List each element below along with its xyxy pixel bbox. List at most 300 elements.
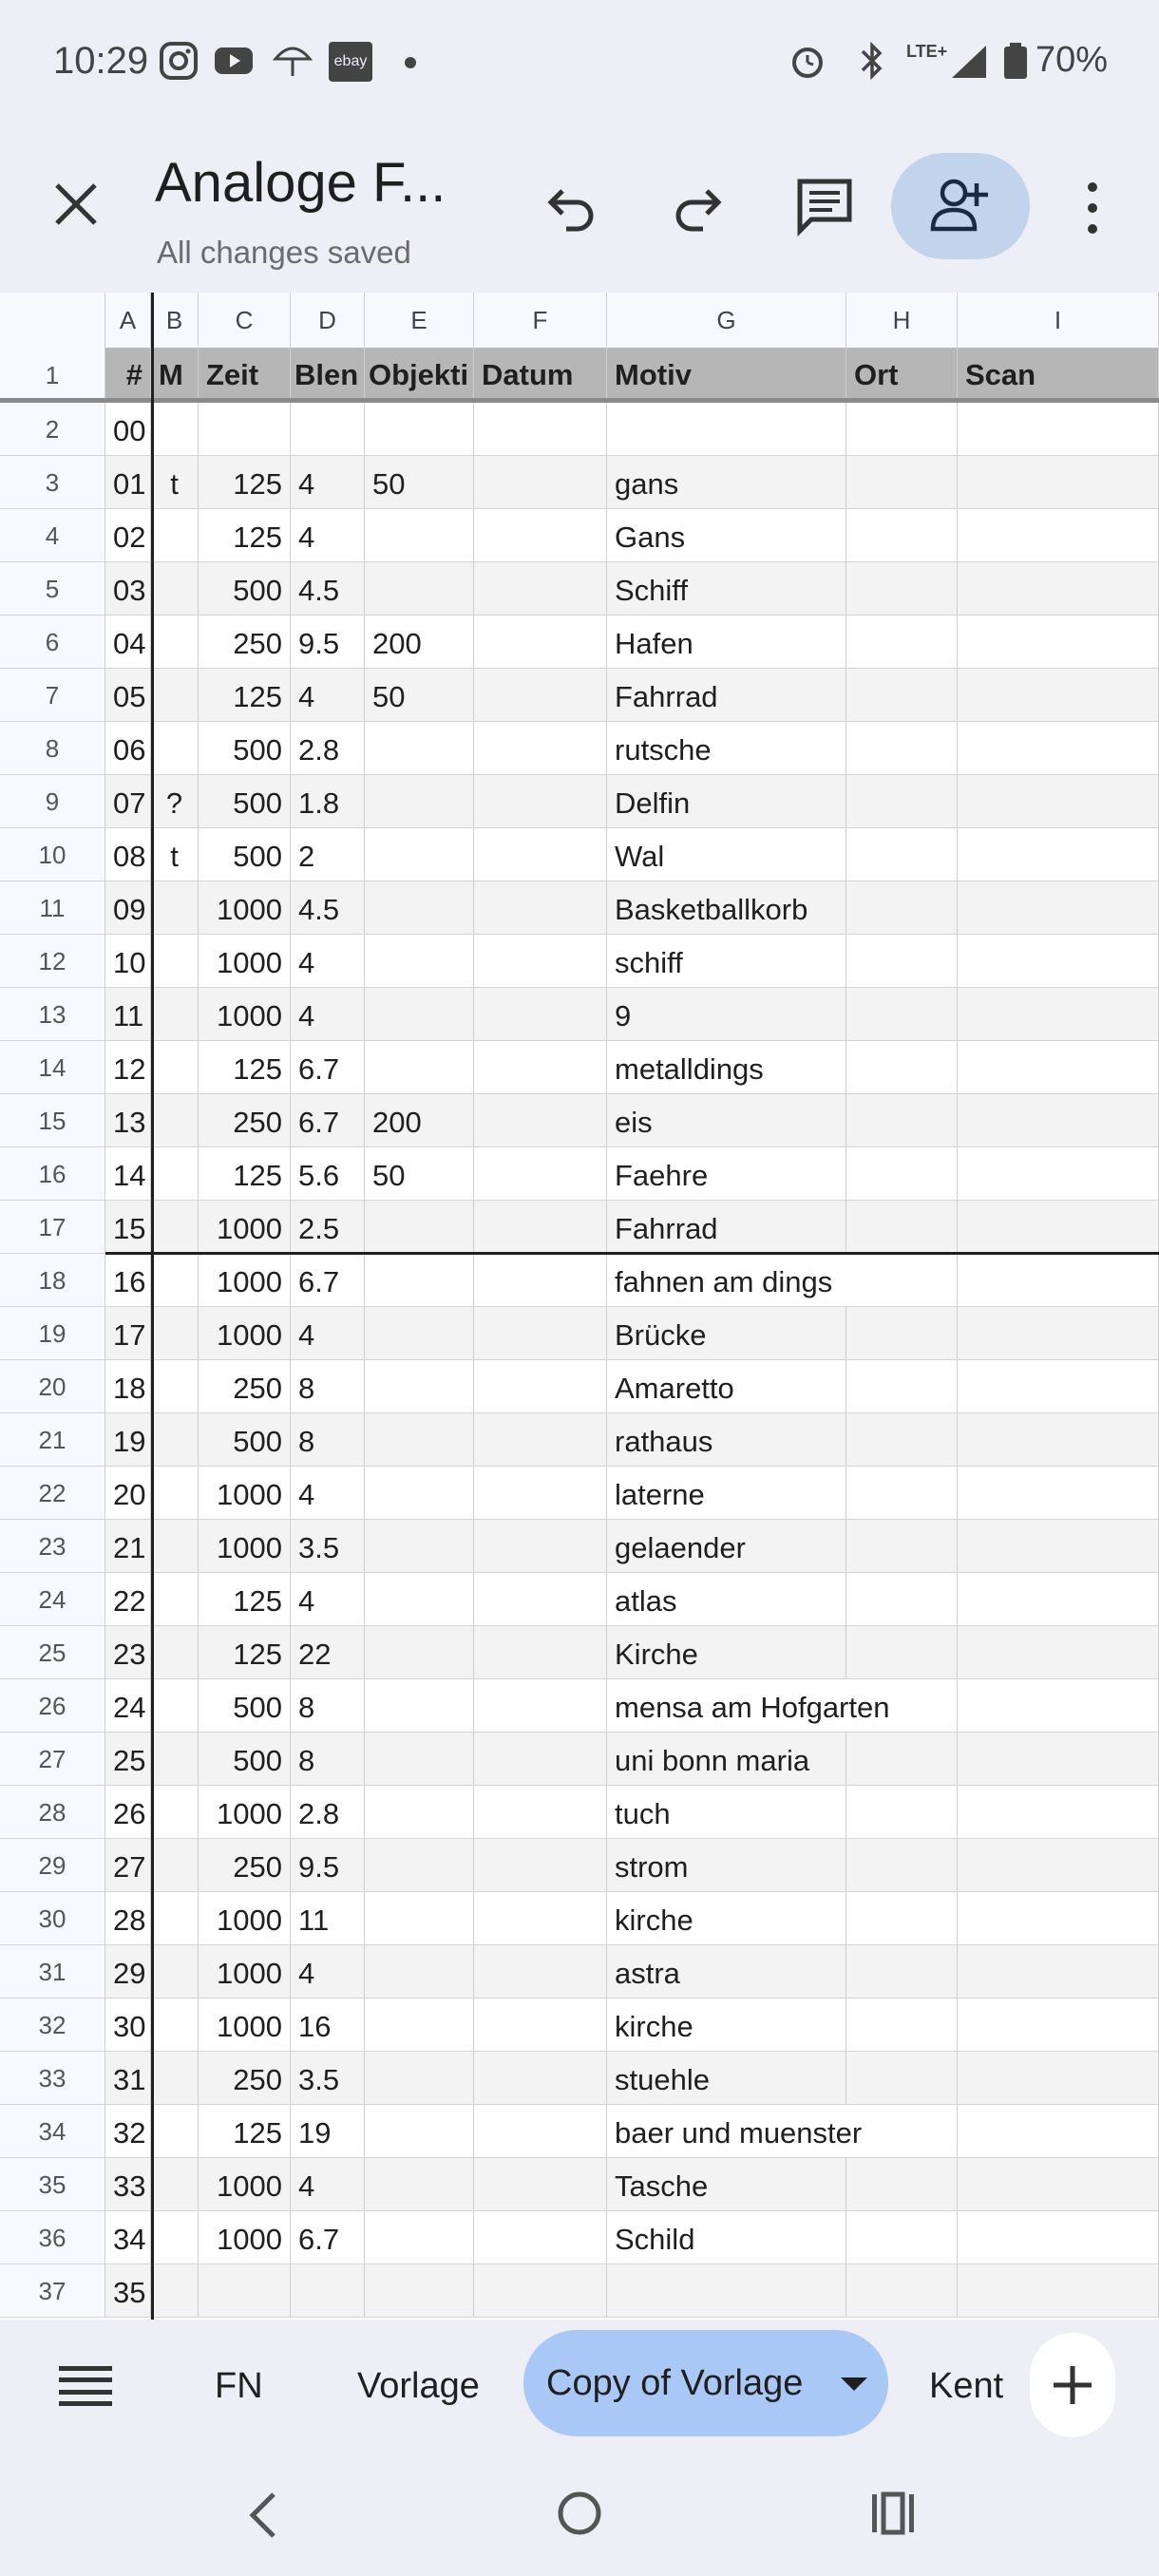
cell-c[interactable]: 500 [199, 775, 291, 827]
row-number[interactable]: 34 [0, 2105, 105, 2157]
cell-c[interactable]: 1000 [199, 1945, 291, 1998]
cell-h[interactable] [846, 2264, 958, 2317]
cell-d[interactable]: 4 [291, 669, 365, 721]
cell-b[interactable] [151, 1626, 199, 1678]
cell-b[interactable]: t [151, 456, 199, 508]
cell-f[interactable] [474, 1520, 607, 1572]
cell-f[interactable] [474, 2264, 607, 2317]
cell-c[interactable]: 1000 [199, 2158, 291, 2210]
table-row[interactable] [0, 403, 1159, 456]
row-number[interactable]: 37 [0, 2264, 105, 2317]
cell-g[interactable] [607, 403, 846, 455]
cell-e[interactable] [365, 1679, 474, 1732]
header-cell[interactable]: Scan [958, 348, 1159, 398]
cell-a[interactable]: 33 [105, 2158, 151, 2210]
cell-b[interactable] [151, 509, 199, 561]
cell-i[interactable] [958, 1998, 1159, 2051]
cell-d[interactable]: 16 [291, 1998, 365, 2051]
row-number[interactable]: 19 [0, 1307, 105, 1359]
table-row[interactable] [0, 722, 1159, 775]
cell-b[interactable] [151, 988, 199, 1040]
cell-i[interactable] [958, 1201, 1159, 1253]
column-header-h[interactable]: H [846, 293, 958, 348]
cell-d[interactable]: 4 [291, 1945, 365, 1998]
cell-g[interactable]: tuch [607, 1786, 846, 1838]
cell-c[interactable]: 500 [199, 1679, 291, 1732]
cell-c[interactable]: 250 [199, 1839, 291, 1891]
row-number[interactable]: 12 [0, 935, 105, 987]
row-number[interactable]: 24 [0, 1573, 105, 1625]
cell-g[interactable]: Hafen [607, 616, 846, 668]
cell-h[interactable] [846, 1892, 958, 1944]
cell-g[interactable]: eis [607, 1094, 846, 1146]
cell-i[interactable] [958, 669, 1159, 721]
cell-g[interactable]: Brücke [607, 1307, 846, 1359]
cell-g[interactable]: uni bonn maria [607, 1733, 846, 1785]
cell-h[interactable] [846, 1413, 958, 1466]
cell-d[interactable]: 11 [291, 1892, 365, 1944]
cell-a[interactable]: 07 [105, 775, 151, 827]
cell-f[interactable] [474, 988, 607, 1040]
cell-d[interactable]: 4 [291, 935, 365, 987]
cell-i[interactable] [958, 562, 1159, 615]
cell-h[interactable] [846, 1467, 958, 1519]
cell-c[interactable]: 125 [199, 456, 291, 508]
cell-b[interactable] [151, 1307, 199, 1359]
cell-d[interactable]: 2.5 [291, 1201, 365, 1253]
header-cell[interactable]: Datum [474, 348, 607, 398]
cell-a[interactable]: 32 [105, 2105, 151, 2157]
cell-c[interactable]: 250 [199, 1094, 291, 1146]
add-sheet-button[interactable] [1030, 2333, 1115, 2437]
cell-d[interactable]: 3.5 [291, 2052, 365, 2104]
cell-c[interactable]: 1000 [199, 881, 291, 934]
more-options-icon[interactable] [1074, 178, 1112, 238]
share-button[interactable] [891, 153, 1030, 259]
cell-b[interactable] [151, 1360, 199, 1412]
cell-i[interactable] [958, 616, 1159, 668]
table-row[interactable] [0, 1041, 1159, 1094]
cell-b[interactable] [151, 1679, 199, 1732]
cell-e[interactable] [365, 1041, 474, 1093]
cell-c[interactable]: 125 [199, 1573, 291, 1625]
cell-d[interactable]: 9.5 [291, 1839, 365, 1891]
header-cell[interactable]: Blen [291, 348, 365, 398]
cell-a[interactable]: 06 [105, 722, 151, 774]
cell-a[interactable]: 23 [105, 1626, 151, 1678]
cell-a[interactable]: 20 [105, 1467, 151, 1519]
cell-g[interactable]: rutsche [607, 722, 846, 774]
cell-e[interactable]: 50 [365, 1147, 474, 1200]
cell-g[interactable]: atlas [607, 1573, 846, 1625]
cell-i[interactable] [958, 1467, 1159, 1519]
cell-a[interactable]: 16 [105, 1254, 151, 1306]
close-icon[interactable] [48, 176, 104, 233]
cell-b[interactable] [151, 722, 199, 774]
cell-i[interactable] [958, 1041, 1159, 1093]
row-number[interactable]: 26 [0, 1679, 105, 1732]
cell-a[interactable]: 34 [105, 2211, 151, 2263]
cell-c[interactable]: 1000 [199, 1254, 291, 1306]
cell-e[interactable] [365, 828, 474, 881]
row-number[interactable]: 35 [0, 2158, 105, 2210]
cell-a[interactable]: 15 [105, 1201, 151, 1253]
cell-b[interactable] [151, 1573, 199, 1625]
cell-i[interactable] [958, 775, 1159, 827]
cell-e[interactable] [365, 1254, 474, 1306]
cell-i[interactable] [958, 1307, 1159, 1359]
cell-h[interactable] [846, 1839, 958, 1891]
cell-f[interactable] [474, 509, 607, 561]
select-all-corner[interactable] [0, 293, 105, 348]
cell-f[interactable] [474, 1041, 607, 1093]
cell-a[interactable]: 17 [105, 1307, 151, 1359]
row-number[interactable]: 17 [0, 1201, 105, 1253]
cell-h[interactable] [846, 1626, 958, 1678]
cell-i[interactable] [958, 935, 1159, 987]
cell-g[interactable]: Delfin [607, 775, 846, 827]
header-cell[interactable]: # [105, 348, 151, 398]
header-cell[interactable]: M [151, 348, 199, 398]
cell-c[interactable]: 1000 [199, 1786, 291, 1838]
cell-g[interactable]: 9 [607, 988, 846, 1040]
cell-f[interactable] [474, 669, 607, 721]
cell-f[interactable] [474, 1679, 607, 1732]
cell-h[interactable] [846, 2158, 958, 2210]
table-row[interactable] [0, 881, 1159, 935]
table-row[interactable] [0, 1094, 1159, 1147]
cell-g[interactable]: Wal [607, 828, 846, 881]
spreadsheet-grid[interactable] [0, 293, 1159, 2320]
cell-a[interactable]: 28 [105, 1892, 151, 1944]
cell-i[interactable] [958, 828, 1159, 881]
cell-d[interactable]: 5.6 [291, 1147, 365, 1200]
row-number[interactable]: 23 [0, 1520, 105, 1572]
cell-d[interactable]: 6.7 [291, 1041, 365, 1093]
cell-b[interactable] [151, 562, 199, 615]
cell-b[interactable]: ? [151, 775, 199, 827]
cell-f[interactable] [474, 2052, 607, 2104]
table-row[interactable] [0, 1945, 1159, 1998]
cell-e[interactable]: 50 [365, 456, 474, 508]
cell-f[interactable] [474, 1839, 607, 1891]
cell-d[interactable]: 9.5 [291, 616, 365, 668]
cell-b[interactable] [151, 1839, 199, 1891]
header-cell[interactable]: Zeit [199, 348, 291, 398]
cell-e[interactable] [365, 403, 474, 455]
table-row[interactable] [0, 2158, 1159, 2211]
row-number[interactable]: 5 [0, 562, 105, 615]
all-sheets-menu-icon[interactable] [59, 2364, 112, 2408]
table-row[interactable] [0, 1520, 1159, 1573]
cell-h[interactable] [846, 1786, 958, 1838]
table-row[interactable] [0, 2105, 1159, 2158]
cell-b[interactable] [151, 1520, 199, 1572]
row-number[interactable]: 6 [0, 616, 105, 668]
cell-g[interactable]: laterne [607, 1467, 846, 1519]
cell-c[interactable]: 1000 [199, 2211, 291, 2263]
cell-b[interactable] [151, 2158, 199, 2210]
cell-g[interactable]: kirche [607, 1998, 846, 2051]
table-row[interactable] [0, 935, 1159, 988]
cell-a[interactable]: 05 [105, 669, 151, 721]
table-row[interactable] [0, 1360, 1159, 1413]
cell-e[interactable] [365, 2105, 474, 2157]
cell-g[interactable]: Fahrrad [607, 669, 846, 721]
cell-f[interactable] [474, 1998, 607, 2051]
cell-g[interactable]: Basketballkorb [607, 881, 846, 934]
cell-h[interactable] [846, 881, 958, 934]
cell-b[interactable] [151, 1201, 199, 1253]
row-number[interactable]: 3 [0, 456, 105, 508]
cell-e[interactable] [365, 1307, 474, 1359]
cell-c[interactable]: 125 [199, 1626, 291, 1678]
table-row[interactable] [0, 1307, 1159, 1360]
cell-c[interactable]: 1000 [199, 1998, 291, 2051]
cell-e[interactable] [365, 1520, 474, 1572]
cell-g[interactable]: Kirche [607, 1626, 846, 1678]
cell-c[interactable]: 125 [199, 509, 291, 561]
cell-i[interactable] [958, 2211, 1159, 2263]
cell-a[interactable]: 12 [105, 1041, 151, 1093]
row-number[interactable]: 11 [0, 881, 105, 934]
cell-i[interactable] [958, 722, 1159, 774]
cell-h[interactable] [846, 616, 958, 668]
cell-d[interactable]: 6.7 [291, 2211, 365, 2263]
column-header-i[interactable]: I [958, 293, 1159, 348]
table-row[interactable] [0, 616, 1159, 669]
cell-c[interactable]: 125 [199, 2105, 291, 2157]
table-row[interactable] [0, 1839, 1159, 1892]
cell-a[interactable]: 25 [105, 1733, 151, 1785]
cell-a[interactable]: 10 [105, 935, 151, 987]
cell-e[interactable] [365, 881, 474, 934]
table-row[interactable] [0, 1467, 1159, 1520]
header-row[interactable] [0, 348, 1159, 403]
cell-a[interactable]: 09 [105, 881, 151, 934]
cell-c[interactable] [199, 2264, 291, 2317]
cell-b[interactable] [151, 1413, 199, 1466]
cell-h[interactable] [846, 775, 958, 827]
cell-i[interactable] [958, 1094, 1159, 1146]
table-row[interactable] [0, 562, 1159, 616]
cell-h[interactable] [846, 722, 958, 774]
cell-e[interactable] [365, 2158, 474, 2210]
cell-c[interactable]: 500 [199, 1733, 291, 1785]
row-number[interactable]: 8 [0, 722, 105, 774]
cell-i[interactable] [958, 1679, 1159, 1732]
cell-f[interactable] [474, 1307, 607, 1359]
row-number[interactable]: 14 [0, 1041, 105, 1093]
cell-c[interactable]: 250 [199, 2052, 291, 2104]
tab-vorlage[interactable]: Vorlage [357, 2366, 480, 2406]
cell-h[interactable] [846, 2105, 958, 2157]
cell-g[interactable]: gans [607, 456, 846, 508]
cell-f[interactable] [474, 1360, 607, 1412]
cell-f[interactable] [474, 1467, 607, 1519]
cell-g[interactable]: metalldings [607, 1041, 846, 1093]
cell-g[interactable]: baer und muenster [615, 2116, 863, 2150]
row-number[interactable]: 7 [0, 669, 105, 721]
cell-b[interactable] [151, 1786, 199, 1838]
cell-a[interactable]: 18 [105, 1360, 151, 1412]
cell-a[interactable]: 27 [105, 1839, 151, 1891]
cell-c[interactable]: 125 [199, 669, 291, 721]
cell-a[interactable]: 24 [105, 1679, 151, 1732]
cell-h[interactable] [846, 1041, 958, 1093]
cell-b[interactable] [151, 1041, 199, 1093]
table-row[interactable] [0, 2211, 1159, 2264]
cell-h[interactable] [846, 1945, 958, 1998]
cell-h[interactable] [846, 2211, 958, 2263]
cell-b[interactable] [151, 616, 199, 668]
cell-e[interactable] [365, 935, 474, 987]
cell-a[interactable]: 30 [105, 1998, 151, 2051]
cell-h[interactable] [846, 1360, 958, 1412]
cell-f[interactable] [474, 1094, 607, 1146]
cell-a[interactable]: 03 [105, 562, 151, 615]
cell-e[interactable] [365, 722, 474, 774]
cell-h[interactable] [846, 456, 958, 508]
table-row[interactable] [0, 1201, 1159, 1254]
undo-icon[interactable] [542, 176, 602, 237]
cell-c[interactable]: 1000 [199, 1892, 291, 1944]
cell-h[interactable] [846, 1094, 958, 1146]
cell-f[interactable] [474, 1573, 607, 1625]
table-row[interactable] [0, 669, 1159, 722]
row-number[interactable]: 15 [0, 1094, 105, 1146]
cell-g[interactable] [607, 2264, 846, 2317]
cell-i[interactable] [958, 456, 1159, 508]
cell-d[interactable]: 4 [291, 509, 365, 561]
cell-h[interactable] [846, 1573, 958, 1625]
row-number[interactable]: 10 [0, 828, 105, 881]
cell-b[interactable] [151, 403, 199, 455]
cell-f[interactable] [474, 562, 607, 615]
cell-d[interactable]: 8 [291, 1360, 365, 1412]
cell-a[interactable]: 13 [105, 1094, 151, 1146]
cell-e[interactable] [365, 1945, 474, 1998]
cell-b[interactable] [151, 881, 199, 934]
cell-d[interactable]: 2.8 [291, 1786, 365, 1838]
row-number[interactable]: 30 [0, 1892, 105, 1944]
cell-i[interactable] [958, 988, 1159, 1040]
cell-c[interactable]: 1000 [199, 1520, 291, 1572]
cell-f[interactable] [474, 722, 607, 774]
cell-b[interactable] [151, 935, 199, 987]
cell-f[interactable] [474, 2158, 607, 2210]
cell-h[interactable] [846, 1998, 958, 2051]
cell-i[interactable] [958, 1892, 1159, 1944]
cell-d[interactable]: 4 [291, 1573, 365, 1625]
cell-h[interactable] [846, 1733, 958, 1785]
cell-a[interactable]: 11 [105, 988, 151, 1040]
cell-b[interactable] [151, 2052, 199, 2104]
cell-h[interactable] [846, 509, 958, 561]
table-row[interactable] [0, 2264, 1159, 2318]
table-row[interactable] [0, 2052, 1159, 2105]
cell-c[interactable] [199, 403, 291, 455]
cell-g[interactable]: Faehre [607, 1147, 846, 1200]
cell-f[interactable] [474, 1733, 607, 1785]
cell-b[interactable] [151, 2211, 199, 2263]
recents-icon[interactable] [868, 2491, 918, 2536]
header-cell[interactable]: Ort [846, 348, 958, 398]
cell-a[interactable]: 00 [105, 403, 151, 455]
cell-i[interactable] [958, 1733, 1159, 1785]
cell-e[interactable]: 50 [365, 669, 474, 721]
cell-b[interactable] [151, 1147, 199, 1200]
cell-h[interactable] [846, 562, 958, 615]
cell-c[interactable]: 1000 [199, 1307, 291, 1359]
cell-i[interactable] [958, 1626, 1159, 1678]
row-number[interactable]: 36 [0, 2211, 105, 2263]
cell-a[interactable]: 14 [105, 1147, 151, 1200]
cell-f[interactable] [474, 2105, 607, 2157]
cell-d[interactable]: 1.8 [291, 775, 365, 827]
cell-h[interactable] [846, 828, 958, 881]
cell-f[interactable] [474, 403, 607, 455]
table-row[interactable] [0, 988, 1159, 1041]
cell-e[interactable] [365, 1733, 474, 1785]
cell-c[interactable]: 125 [199, 1041, 291, 1093]
row-number[interactable]: 21 [0, 1413, 105, 1466]
cell-a[interactable]: 22 [105, 1573, 151, 1625]
cell-g[interactable]: Tasche [607, 2158, 846, 2210]
cell-a[interactable]: 19 [105, 1413, 151, 1466]
cell-i[interactable] [958, 1945, 1159, 1998]
cell-g[interactable]: Gans [607, 509, 846, 561]
cell-g[interactable]: mensa am Hofgarten [615, 1691, 890, 1724]
cell-g[interactable]: schiff [607, 935, 846, 987]
table-row[interactable] [0, 1254, 1159, 1307]
cell-c[interactable]: 250 [199, 616, 291, 668]
cell-d[interactable]: 2.8 [291, 722, 365, 774]
cell-b[interactable] [151, 1892, 199, 1944]
cell-h[interactable] [846, 1254, 958, 1306]
cell-b[interactable] [151, 1467, 199, 1519]
cell-i[interactable] [958, 1786, 1159, 1838]
cell-h[interactable] [846, 935, 958, 987]
cell-g[interactable]: gelaender [607, 1520, 846, 1572]
cell-e[interactable] [365, 1626, 474, 1678]
cell-b[interactable] [151, 669, 199, 721]
cell-i[interactable] [958, 1520, 1159, 1572]
cell-a[interactable]: 21 [105, 1520, 151, 1572]
cell-e[interactable] [365, 1413, 474, 1466]
row-number[interactable]: 16 [0, 1147, 105, 1200]
cell-e[interactable] [365, 1998, 474, 2051]
cell-a[interactable]: 02 [105, 509, 151, 561]
table-row[interactable] [0, 1892, 1159, 1945]
cell-b[interactable] [151, 2264, 199, 2317]
cell-i[interactable] [958, 509, 1159, 561]
row-number[interactable]: 2 [0, 403, 105, 455]
cell-g[interactable]: kirche [607, 1892, 846, 1944]
cell-c[interactable]: 500 [199, 722, 291, 774]
cell-a[interactable]: 01 [105, 456, 151, 508]
row-number[interactable]: 31 [0, 1945, 105, 1998]
cell-f[interactable] [474, 935, 607, 987]
cell-g[interactable]: Schiff [607, 562, 846, 615]
table-row[interactable] [0, 1573, 1159, 1626]
cell-e[interactable] [365, 2052, 474, 2104]
cell-f[interactable] [474, 1892, 607, 1944]
cell-d[interactable]: 6.7 [291, 1254, 365, 1306]
cell-g[interactable]: Fahrrad [607, 1201, 846, 1253]
row-number[interactable]: 9 [0, 775, 105, 827]
column-header-c[interactable]: C [199, 293, 291, 348]
